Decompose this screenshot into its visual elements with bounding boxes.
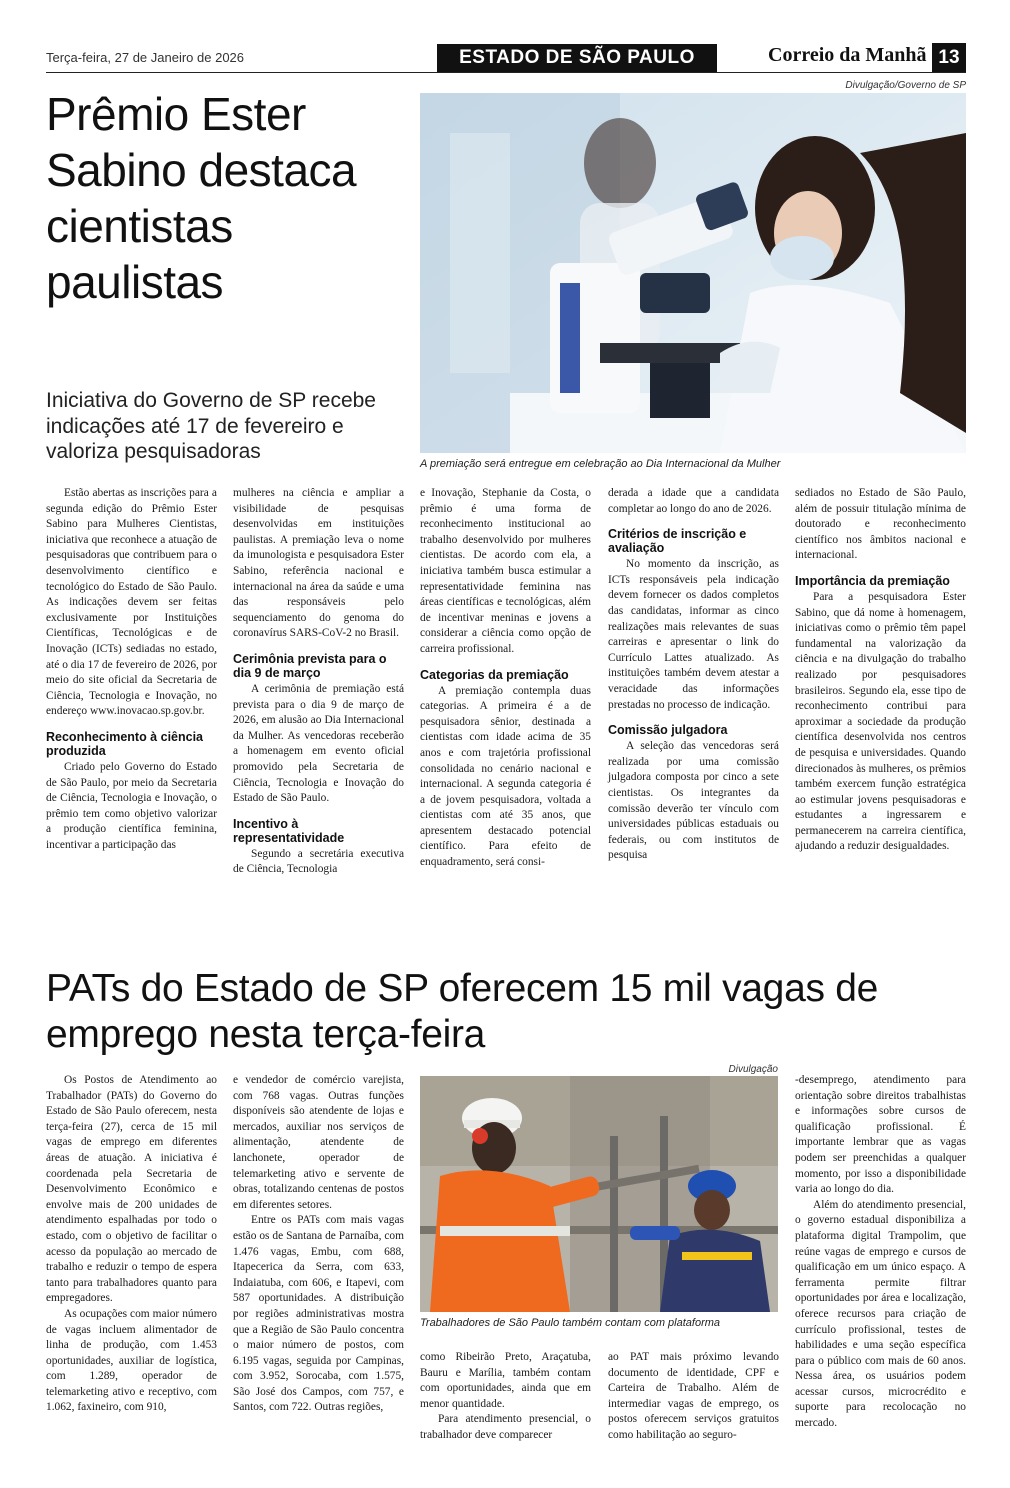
section-banner: ESTADO DE SÃO PAULO: [437, 44, 717, 72]
page-number: 13: [932, 43, 966, 73]
paragraph: A premiação contempla duas categorias. A primeira é a de pesquisadora sênior, destinada a cientistas com idade acima de 35 anos e com trajetória profissional consolidada no cenário nacional e internacional. A segunda categoria é a de jovem pesquisadora, voltada a cientistas com até 35 anos, que apresentem destacado potencial científico. Para efeito de enquadramento, será consi-: [420, 684, 591, 869]
subhead: Reconhecimento à ciência produzida: [46, 729, 204, 758]
paragraph: ao PAT mais próximo levando documento de identidade, CPF e Carteira de Trabalho. Além de intermediar vagas de emprego, os postos oferecem serviços gratuitos como habilitação ao seguro-: [608, 1351, 779, 1441]
newspaper-logo: Correio da Manhã: [768, 44, 927, 66]
paragraph: Segundo a secretária executiva de Ciência, Tecnologia: [233, 847, 404, 876]
subhead: Comissão julgadora: [608, 723, 728, 738]
workers-photo: [420, 1076, 778, 1312]
story1-column-4: [608, 486, 779, 864]
story2-column-3: [420, 1350, 591, 1444]
subhead: Incentivo à representatividade: [233, 816, 345, 845]
story1-column-3: [420, 486, 591, 871]
story1-headline: Prêmio Ester Sabino destaca cientistas paulistas: [46, 88, 357, 309]
lab-scientist-photo: [420, 93, 966, 453]
story1-column-5: [795, 486, 966, 855]
subhead: Importância da premiação: [795, 573, 950, 588]
paragraph: e Inovação, Stephanie da Costa, o prêmio é uma forma de reconhecimento institucional ao trabalho desenvolvido por mulheres cientistas. De acordo com ela, a iniciativa também busca estimular a representatividade feminina nas áreas científicas e tecnológicas, além de incentivar meninas e jovens a considerar a ciência como opção de carreira profissional.: [420, 487, 591, 655]
story2-headline: PATs do Estado de SP oferecem 15 mil vagas de emprego nesta terça-feira: [46, 967, 878, 1056]
paragraph: Criado pelo Governo do Estado de São Paulo, por meio da Secretaria de Ciência, Tecnologia e Inovação, o prêmio tem como objetivo valorizar a produção científica feminina, incentivar a participação das: [46, 760, 217, 851]
paragraph: e vendedor de comércio varejista, com 768 vagas. Outras funções disponíveis são atendente de lojas e mercados, auxiliar nos serviços de alimentação, atendente de lanchonete, operador de telemarketing ativo e servente de obras, totalizando centenas de postos em diferentes setores.: [233, 1074, 404, 1211]
story1-column-1: [46, 486, 217, 853]
paragraph: sediados no Estado de São Paulo, além de possuir titulação mínima de doutorado e reconhecimento científico nos âmbitos nacional e internacional.: [795, 487, 966, 562]
paragraph: Entre os PATs com mais vagas estão os de Santana de Parnaíba, com 1.476 vagas, Embu, com 688, Itapecerica da Serra, com 633, Indaiatuba, com 606, e Itapevi, com 587 oportunidades. A distribuição por regiões administrativas mostra que a Região de São Paulo concentra o maior número de postos, com 6.195 vagas, seguida por Campinas, com 3.952, Sorocaba, com 1.575, São José dos Campos, com 757, e Santos, com 722. Outras regiões,: [233, 1214, 404, 1414]
paragraph: mulheres na ciência e ampliar a visibilidade de pesquisas desenvolvidas em instituições paulistas. A premiação leva o nome da imunologista e pesquisadora Ester Sabino, referência nacional e internacional na área da saúde e uma das responsáveis pelo sequenciamento do genoma do coronavírus SARS-CoV-2 no Brasil.: [233, 487, 404, 640]
story2-column-2: [233, 1073, 404, 1416]
paragraph: Estão abertas as inscrições para a segunda edição do Prêmio Ester Sabino para Mulheres Cientistas, iniciativa que reconhece a atuação de pesquisadoras que contribuem para o desenvolvimento científico e tecnológico do Estado de São Paulo. As indicações devem ser feitas exclusivamente por Instituições Científicas, Tecnológicas e de Inovação (ICTs) sediadas no estado, até o dia 17 de fevereiro de 2026, por meio do site oficial da Secretaria de Ciência, Tecnologia e Inovação, no endereço www.inovacao.sp.gov.br.: [46, 487, 217, 718]
paragraph: Para a pesquisadora Ester Sabino, que dá nome à homenagem, iniciativas como o prêmio têm papel fundamental na valorização da ciência e na divulgação do trabalho realizado por pesquisadores brasileiros. Segundo ela, esse tipo de reconhecimento contribui para aproximar a sociedade da produção científica desenvolvida nos centros de pesquisa e universidades. Quando direcionados às mulheres, os prêmios também exercem função estratégica ao estimular jovens pesquisadoras e estudantes a ingressarem e permanecerem na carreira científica, ajudando a reduzir desigualdades.: [795, 590, 966, 853]
story1-caption: A premiação será entregue em celebração ao Dia Internacional da Mulher: [420, 458, 781, 470]
construction-workers-illustration: [420, 1076, 778, 1312]
story1-photo-credit: Divulgação/Governo de SP: [845, 80, 966, 91]
microscope-scientist-illustration: [420, 93, 966, 453]
paragraph: No momento da inscrição, as ICTs responsáveis pela indicação devem fornecer os dados completos das candidatas, informar as cinco realizações mais relevantes de suas carreiras e apresentar o link do Currículo Lattes atualizado. As instituições também devem atestar a veracidade das informações prestadas no processo de indicação.: [608, 558, 779, 711]
story1-deck: Iniciativa do Governo de SP recebe indicações até 17 de fevereiro e valoriza pesquisadoras: [46, 389, 376, 464]
story2-caption: Trabalhadores de São Paulo também contam com plataforma: [420, 1317, 721, 1329]
issue-date: Terça-feira, 27 de Janeiro de 2026: [46, 50, 245, 65]
subhead: Critérios de inscrição e avaliação: [608, 527, 747, 556]
paragraph: como Ribeirão Preto, Araçatuba, Bauru e Marília, também contam com oportunidades, ainda que em menor quantidade.: [420, 1351, 591, 1410]
paragraph: A seleção das vencedoras será realizada por uma comissão julgadora composta por cinco a sete cientistas. Os integrantes da comissão deverão ter vínculo com universidades públicas estaduais ou federais, ou com institutos de pesquisa: [608, 740, 779, 862]
story2-photo-credit: Divulgação: [728, 1064, 778, 1075]
subhead: Categorias da premiação: [420, 667, 569, 682]
paragraph: Para atendimento presencial, o trabalhador deve comparecer: [420, 1413, 591, 1441]
story2-column-1: [46, 1073, 217, 1416]
paragraph: Além do atendimento presencial, o governo estadual disponibiliza a plataforma digital Trampolim, que reúne vagas de emprego e cursos de qualificação em um único espaço. A ferramenta permite filtrar oportunidades por área e localização, oferece recursos para criação de currículo profissional, testes de habilidades e uma seção específica para o público com mais de 60 anos. Nessa área, os usuários podem acessar cursos, microcrédito e suporte para recolocação no mercado.: [795, 1198, 966, 1430]
story1-column-2: [233, 486, 404, 878]
paragraph: -desemprego, atendimento para orientação sobre direitos trabalhistas e informações sobre cursos de qualificação profissional. É importante lembrar que as vagas podem ser preenchidas a qualquer momento, por isso a disponibilidade varia ao longo do dia.: [795, 1074, 966, 1196]
paragraph: A cerimônia de premiação está prevista para o dia 9 de março de 2026, em alusão ao Dia Internacional da Mulher. As vencedoras receberão a homenagem em evento oficial promovido pela Secretaria de Ciência, Tecnologia e Inovação do Estado de São Paulo.: [233, 682, 404, 805]
subhead: Cerimônia prevista para o dia 9 de março: [233, 651, 387, 680]
paragraph: derada a idade que a candidata completar ao longo do ano de 2026.: [608, 487, 779, 515]
paragraph: Os Postos de Atendimento ao Trabalhador (PATs) do Governo do Estado de São Paulo oferecem, nesta terça-feira (27), cerca de 15 mil vagas de emprego em diferentes áreas de atuação. A iniciativa é coordenada pela Secretaria de Desenvolvimento Econômico e envolve mais de 200 unidades de atendimento espalhadas por todo o estado, com o objetivo de facilitar o acesso da população ao mercado de trabalho e reduzir o tempo de espera tanto para trabalhadores quanto para empregadores.: [46, 1074, 217, 1305]
story2-column-4: [608, 1350, 779, 1444]
header-rule: [46, 72, 966, 73]
story2-column-5: [795, 1073, 966, 1432]
paragraph: As ocupações com maior número de vagas incluem alimentador de linha de produção, com 1.453 oportunidades, auxiliar de logística, com 1.289, operador de telemarketing ativo e receptivo, com 1.062, faxineiro, com 910,: [46, 1307, 217, 1414]
